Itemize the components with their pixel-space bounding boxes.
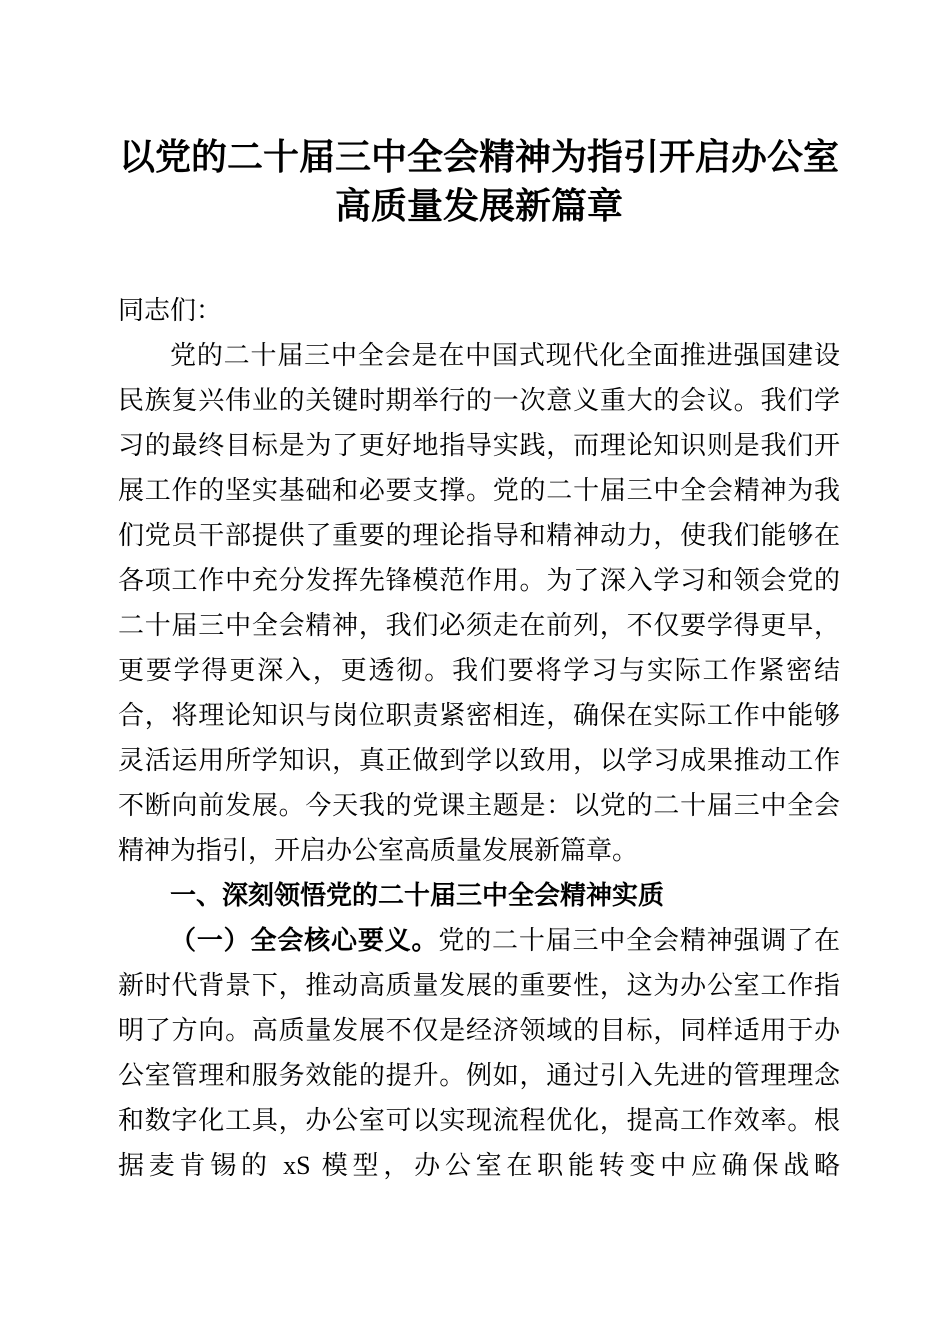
intro-paragraph: 党的二十届三中全会是在中国式现代化全面推进强国建设民族复兴伟业的关键时期举行的一次意义重大的会议。我们学习的最终目标是为了更好地指导实践，而理论知识则是我们开展工作的坚实基础和必要支撑。党的二十届三中全会精神为我们党员干部提供了重要的理论指导和精神动力，使我们能够在各项工作中充分发挥先锋模范作用。为了深入学习和领会党的二十届三中全会精神，我们必须走在前列，不仅要学得更早，更要学得更深入，更透彻。我们要将学习与实际工作紧密结合，将理论知识与岗位职责紧密相连，确保在实际工作中能够灵活运用所学知识，真正做到学以致用，以学习成果推动工作不断向前发展。今天我的党课主题是：以党的二十届三中全会精神为指引，开启办公室高质量发展新篇章。	[118, 341, 840, 865]
title-line-1: 以党的二十届三中全会精神为指引开启办公室	[118, 137, 839, 177]
title-line-2: 高质量发展新篇章	[334, 186, 623, 226]
salutation: 同志们：	[118, 296, 223, 325]
lead-in-bold: （一）全会核心要义。	[170, 926, 439, 955]
document-title	[118, 133, 840, 231]
section-heading-1: 一、深刻领悟党的二十届三中全会精神实质	[170, 880, 665, 910]
section-body-paragraph	[118, 918, 840, 1188]
section-body-text: 党的二十届三中全会精神强调了在新时代背景下，推动高质量发展的重要性，这为办公室工作指明了方向。高质量发展不仅是经济领域的目标，同样适用于办公室管理和服务效能的提升。例如，通过引入先进的管理理念和数字化工具，办公室可以实现流程优化，提高工作效率。根据麦肯锡的 xS 模型，办公室在职能转变中应确保战略	[118, 926, 840, 1180]
